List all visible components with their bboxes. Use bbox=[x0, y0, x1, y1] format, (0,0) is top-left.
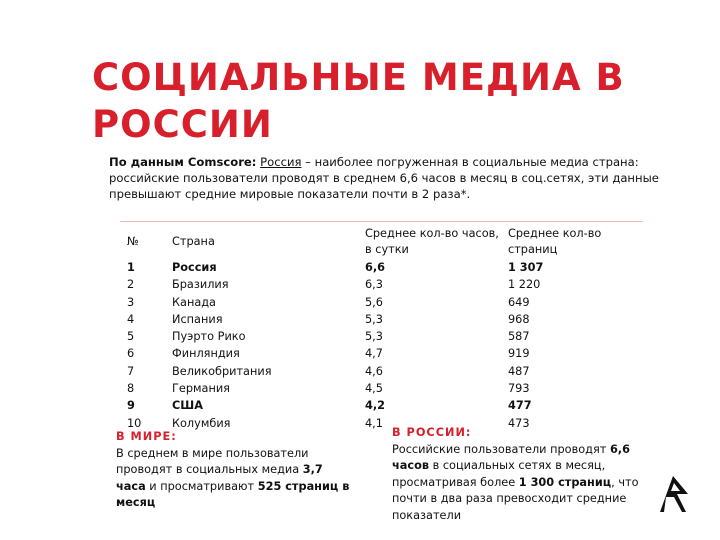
world-heading: В МИРЕ: bbox=[116, 430, 177, 443]
header-country: Страна bbox=[172, 235, 215, 248]
cell-country: Бразилия bbox=[172, 278, 229, 292]
world-text bbox=[116, 446, 356, 512]
russia-summary bbox=[392, 425, 642, 524]
table-row bbox=[120, 311, 648, 328]
divider-line bbox=[120, 221, 643, 222]
header-pages: Среднее кол-во страниц bbox=[508, 227, 602, 256]
social-media-table bbox=[120, 226, 648, 432]
cell-country: Канада bbox=[172, 295, 216, 309]
cell-country: Великобритания bbox=[172, 364, 272, 378]
cell-hours: 5,6 bbox=[365, 295, 383, 309]
cell-hours: 4,6 bbox=[365, 364, 383, 378]
cell-country: Испания bbox=[172, 312, 223, 326]
cell-pages: 487 bbox=[508, 364, 530, 378]
cell-hours: 6,3 bbox=[365, 278, 383, 292]
cell-hours: 4,1 bbox=[365, 416, 383, 430]
cell-pages: 477 bbox=[508, 399, 532, 413]
header-hours: Среднее кол-во часов, в сутки bbox=[365, 227, 499, 256]
cell-country: США bbox=[172, 399, 203, 413]
table-body bbox=[120, 259, 648, 432]
cell-number: 8 bbox=[127, 382, 135, 396]
cell-pages: 473 bbox=[508, 416, 530, 430]
intro-lead: По данным Comscore: bbox=[109, 155, 257, 169]
cell-pages: 649 bbox=[508, 295, 530, 309]
page-title: СОЦИАЛЬНЫЕ МЕДИА В РОССИИ bbox=[92, 56, 625, 146]
cell-number: 9 bbox=[127, 399, 135, 413]
stylized-a-arrow-logo-icon bbox=[658, 472, 692, 514]
cell-hours: 6,6 bbox=[365, 261, 386, 274]
russia-text-3: , что почти в два раза превосходит средние показатели bbox=[392, 475, 639, 522]
intro-text: – наиболее погруженная в социальные медиа страна: российские пользователи проводят в среднем 6,6 часов в месяц в соц.сетях, эти данные превышают средние мировые показатели почти в 2 раза*. bbox=[109, 155, 659, 201]
intro-paragraph bbox=[109, 154, 694, 202]
intro-russia-link[interactable]: Россия bbox=[260, 155, 302, 169]
world-text-1: В среднем в мире пользователи проводят в социальных медиа bbox=[116, 446, 309, 476]
table-row bbox=[120, 380, 648, 397]
cell-pages: 587 bbox=[508, 330, 530, 344]
world-text-2: и просматривают bbox=[145, 479, 258, 493]
cell-hours: 4,7 bbox=[365, 347, 383, 361]
cell-number: 1 bbox=[127, 261, 135, 274]
russia-text-1: Российские пользователи проводят bbox=[392, 442, 610, 456]
russia-pages: 1 300 страниц bbox=[518, 475, 612, 489]
russia-text bbox=[392, 442, 642, 525]
russia-text-2: в социальных сетях в месяц, просматривая более bbox=[392, 459, 606, 489]
cell-hours: 4,2 bbox=[365, 399, 386, 413]
cell-pages: 919 bbox=[508, 347, 530, 361]
table-row bbox=[120, 397, 648, 414]
cell-country: Пуэрто Рико bbox=[172, 330, 246, 344]
cell-pages: 1 220 bbox=[508, 278, 541, 292]
world-hours: 3,7 часа bbox=[116, 463, 323, 493]
cell-number: 2 bbox=[127, 278, 135, 292]
russia-hours: 6,6 часов bbox=[392, 442, 630, 472]
table-row bbox=[120, 363, 648, 380]
cell-country: Колумбия bbox=[172, 416, 231, 430]
cell-hours: 4,5 bbox=[365, 382, 383, 396]
russia-heading: В РОССИИ: bbox=[392, 426, 472, 439]
cell-pages: 968 bbox=[508, 312, 530, 326]
cell-hours: 5,3 bbox=[365, 312, 383, 326]
cell-number: 5 bbox=[127, 330, 135, 344]
cell-number: 6 bbox=[127, 347, 135, 361]
table-row bbox=[120, 259, 648, 276]
table-row bbox=[120, 345, 648, 362]
world-pages: 525 страниц в месяц bbox=[116, 479, 350, 509]
table-header-row bbox=[120, 226, 648, 259]
cell-country: Германия bbox=[172, 382, 230, 396]
header-number: № bbox=[127, 235, 139, 248]
cell-pages: 793 bbox=[508, 382, 530, 396]
cell-pages: 1 307 bbox=[508, 261, 544, 274]
cell-hours: 5,3 bbox=[365, 330, 383, 344]
cell-number: 10 bbox=[127, 416, 142, 430]
world-summary bbox=[116, 429, 356, 512]
cell-number: 7 bbox=[127, 364, 135, 378]
table-row bbox=[120, 328, 648, 345]
cell-country: Россия bbox=[172, 261, 217, 274]
table-row bbox=[120, 276, 648, 293]
table-row bbox=[120, 294, 648, 311]
cell-number: 3 bbox=[127, 295, 135, 309]
cell-country: Финляндия bbox=[172, 347, 240, 361]
cell-number: 4 bbox=[127, 312, 135, 326]
